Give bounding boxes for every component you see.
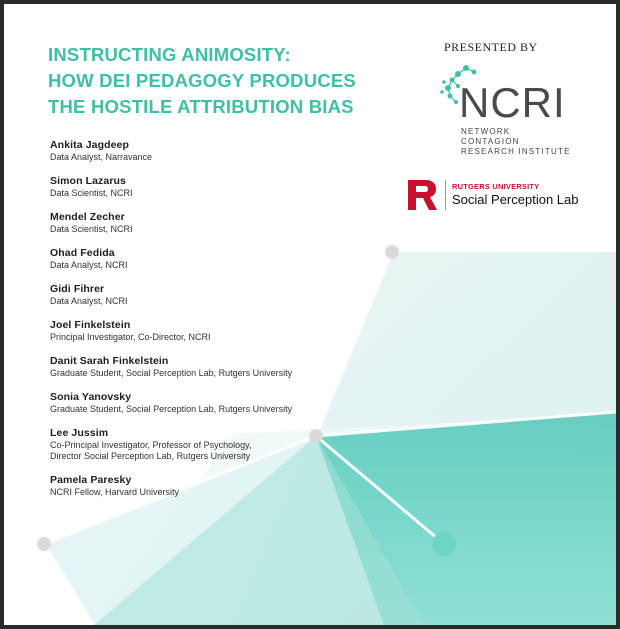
rutgers-logo-block [406, 178, 596, 214]
author-role: Data Analyst, Narravance [50, 152, 153, 162]
author-name: Sonia Yanovsky [50, 391, 132, 403]
author-list [50, 139, 350, 510]
report-title [48, 42, 378, 120]
author-entry [50, 283, 350, 307]
author-role: Principal Investigator, Co-Director, NCRI [50, 332, 211, 342]
author-role: Data Scientist, NCRI [50, 224, 133, 234]
author-name: Simon Lazarus [50, 175, 126, 187]
author-name: Lee Jussim [50, 427, 109, 439]
author-name: Pamela Paresky [50, 474, 132, 486]
author-entry [50, 139, 350, 163]
author-name: Ohad Fedida [50, 247, 115, 259]
author-name: Joel Finkelstein [50, 319, 131, 331]
author-name: Gidi Fihrer [50, 283, 105, 295]
author-name: Ankita Jagdeep [50, 139, 130, 151]
author-name: Danit Sarah Finkelstein [50, 355, 169, 367]
author-role: NCRI Fellow, Harvard University [50, 487, 180, 497]
title-line-3: THE HOSTILE ATTRIBUTION BIAS [48, 96, 354, 117]
rutgers-university-label: RUTGERS UNIVERSITY [452, 182, 540, 191]
author-entry [50, 319, 350, 343]
title-line-1: INSTRUCTING ANIMOSITY: [48, 44, 291, 65]
author-entry [50, 474, 350, 498]
rutgers-r-logo [406, 178, 438, 212]
author-entry [50, 427, 350, 462]
author-entry [50, 247, 350, 271]
author-role: Co-Principal Investigator, Professor of Psychology, Director Social Perception Lab, Rutgers University [50, 440, 252, 461]
ncri-wordmark: NCRI [459, 79, 566, 126]
author-role: Data Analyst, NCRI [50, 296, 128, 306]
title-line-2: HOW DEI PEDAGOGY PRODUCES [48, 70, 356, 91]
author-entry [50, 391, 350, 415]
ncri-subtitle: NETWORK CONTAGION RESEARCH INSTITUTE [461, 127, 571, 156]
author-entry [50, 355, 350, 379]
logo-divider [445, 180, 446, 210]
author-role: Graduate Student, Social Perception Lab, Rutgers University [50, 368, 293, 378]
presented-by-label: PRESENTED BY [444, 40, 538, 54]
author-role: Data Analyst, NCRI [50, 260, 128, 270]
author-entry [50, 211, 350, 235]
social-perception-lab-label: Social Perception Lab [452, 192, 579, 207]
cover-page [4, 4, 616, 625]
author-name: Mendel Zecher [50, 211, 125, 223]
author-role: Data Scientist, NCRI [50, 188, 133, 198]
author-entry [50, 175, 350, 199]
author-role: Graduate Student, Social Perception Lab, Rutgers University [50, 404, 293, 414]
